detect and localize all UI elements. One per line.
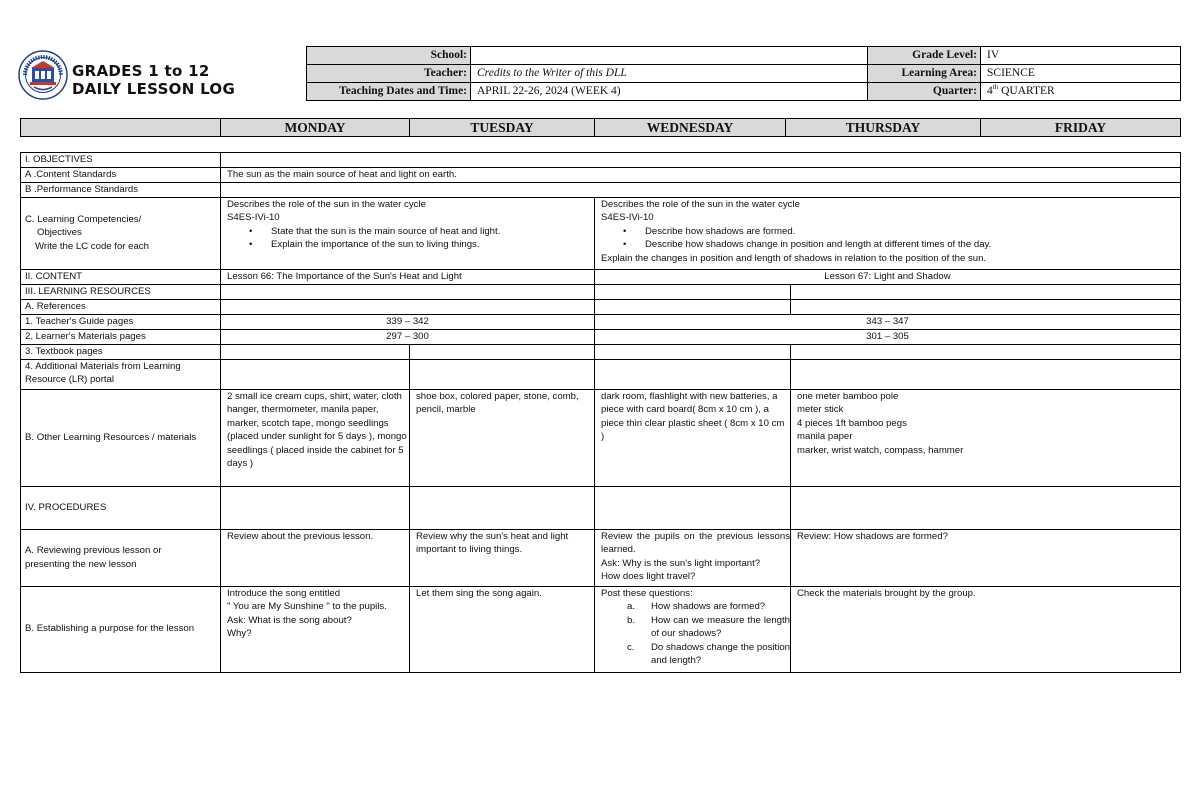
school-value [471,47,868,65]
table-row [21,389,1181,486]
days-corner [21,119,221,137]
other-resources-label: B. Other Learning Resources / materials [21,389,221,486]
content-wed-fri: Lesson 67: Light and Shadow [595,269,1181,284]
learning-area-label: Learning Area: [868,65,981,83]
learners-materials-label: 2. Learner's Materials pages [21,329,221,344]
school-label: School: [307,47,471,65]
lm-pages-mon-tue: 297 – 300 [221,329,595,344]
procedures-label: IV. PROCEDURES [21,486,221,529]
quarter-value: 4th QUARTER [981,83,1181,101]
learning-resources-label: III. LEARNING RESOURCES [21,284,221,299]
table-row [21,182,1181,197]
deped-seal-icon [18,50,68,100]
establishing-purpose-label: B. Establishing a purpose for the lesson [21,586,221,672]
teaching-dates-label: Teaching Dates and Time: [307,83,471,101]
textbook-pages-label: 3. Textbook pages [21,344,221,359]
day-monday: MONDAY [221,119,410,137]
title-line-1: GRADES 1 to 12 [72,62,210,80]
table-row [21,529,1181,586]
table-row [21,197,1181,269]
teacher-value: Credits to the Writer of this DLL [471,65,868,83]
document-title [72,62,235,98]
review-wed: Review the pupils on the previous lessons learned. Ask: Why is the sun's light important? How does light travel? [595,529,791,586]
day-tuesday: TUESDAY [410,119,595,137]
purpose-mon: Introduce the song entitled " You are My Sunshine " to the pupils. Ask: What is the song about? Why? [221,586,410,672]
grade-level-label: Grade Level: [868,47,981,65]
quarter-label: Quarter: [868,83,981,101]
table-row [21,153,1181,168]
table-row [21,284,1181,299]
review-mon: Review about the previous lesson. [221,529,410,586]
learning-area-value: SCIENCE [981,65,1181,83]
purpose-wed: Post these questions: a. How shadows are formed? b. How can we measure the length of our shadows? c. Do shadows change the position and length? [595,586,791,672]
table-row [21,314,1181,329]
references-label: A. References [21,299,221,314]
other-resources-mon: 2 small ice cream cups, shirt, water, cloth hanger, thermometer, manila paper, marker, scotch tape, mongo seedlings (placed under sunlight for 5 days ), mongo seedlings ( placed inside the cabinet for 5 days ) [221,389,410,486]
purpose-tue: Let them sing the song again. [410,586,595,672]
additional-materials-label: 4. Additional Materials from Learning Resource (LR) portal [21,359,221,389]
teacher-label: Teacher: [307,65,471,83]
content-mon-tue: Lesson 66: The Importance of the Sun's Heat and Light [221,269,595,284]
table-row [21,299,1181,314]
competencies-mon-tue: Describes the role of the sun in the water cycle S4ES-IVi-10 • State that the sun is the main source of heat and light. • Explain the importance of the sun to living things. [221,197,595,269]
review-tue: Review why the sun's heat and light important to living things. [410,529,595,586]
teachers-guide-label: 1. Teacher's Guide pages [21,314,221,329]
objectives-label: I. OBJECTIVES [21,153,221,168]
lesson-table [20,152,1181,673]
learning-competencies-label: C. Learning Competencies/ Objectives Write the LC code for each [21,197,221,269]
days-header [20,118,1181,137]
table-row [21,486,1181,529]
purpose-thu-fri: Check the materials brought by the group. [791,586,1181,672]
other-resources-tue: shoe box, colored paper, stone, comb, pencil, marble [410,389,595,486]
header-info-table [306,46,1181,101]
other-resources-thu-fri: one meter bamboo pole meter stick 4 pieces 1ft bamboo pegs manila paper marker, wrist watch, compass, hammer [791,389,1181,486]
content-standards-value: The sun as the main source of heat and light on earth. [221,167,1181,182]
tg-pages-mon-tue: 339 – 342 [221,314,595,329]
day-friday: FRIDAY [981,119,1181,137]
table-row [21,359,1181,389]
day-wednesday: WEDNESDAY [595,119,786,137]
grade-level-value: IV [981,47,1181,65]
content-standards-label: A .Content Standards [21,167,221,182]
teaching-dates-value: APRIL 22-26, 2024 (WEEK 4) [471,83,868,101]
title-line-2: DAILY LESSON LOG [72,80,236,98]
review-thu-fri: Review: How shadows are formed? [791,529,1181,586]
other-resources-wed: dark room, flashlight with new batteries, a piece with card board( 8cm x 10 cm ), a piece thin clear plastic sheet ( 8cm x 10 cm ) [595,389,791,486]
tg-pages-wed-fri: 343 – 347 [595,314,1181,329]
table-row [21,344,1181,359]
performance-standards-label: B .Performance Standards [21,182,221,197]
table-row [21,167,1181,182]
reviewing-label: A. Reviewing previous lesson or presenting the new lesson [21,529,221,586]
table-row [21,586,1181,672]
table-row [21,329,1181,344]
day-thursday: THURSDAY [786,119,981,137]
table-row [21,269,1181,284]
lm-pages-wed-fri: 301 – 305 [595,329,1181,344]
competencies-wed-fri: Describes the role of the sun in the water cycle S4ES-IVi-10 • Describe how shadows are formed. • Describe how shadows change in position and length at different times of the day. Explain the changes in position and length of shadows in relation to the position of the sun. [595,197,1181,269]
content-label: II. CONTENT [21,269,221,284]
